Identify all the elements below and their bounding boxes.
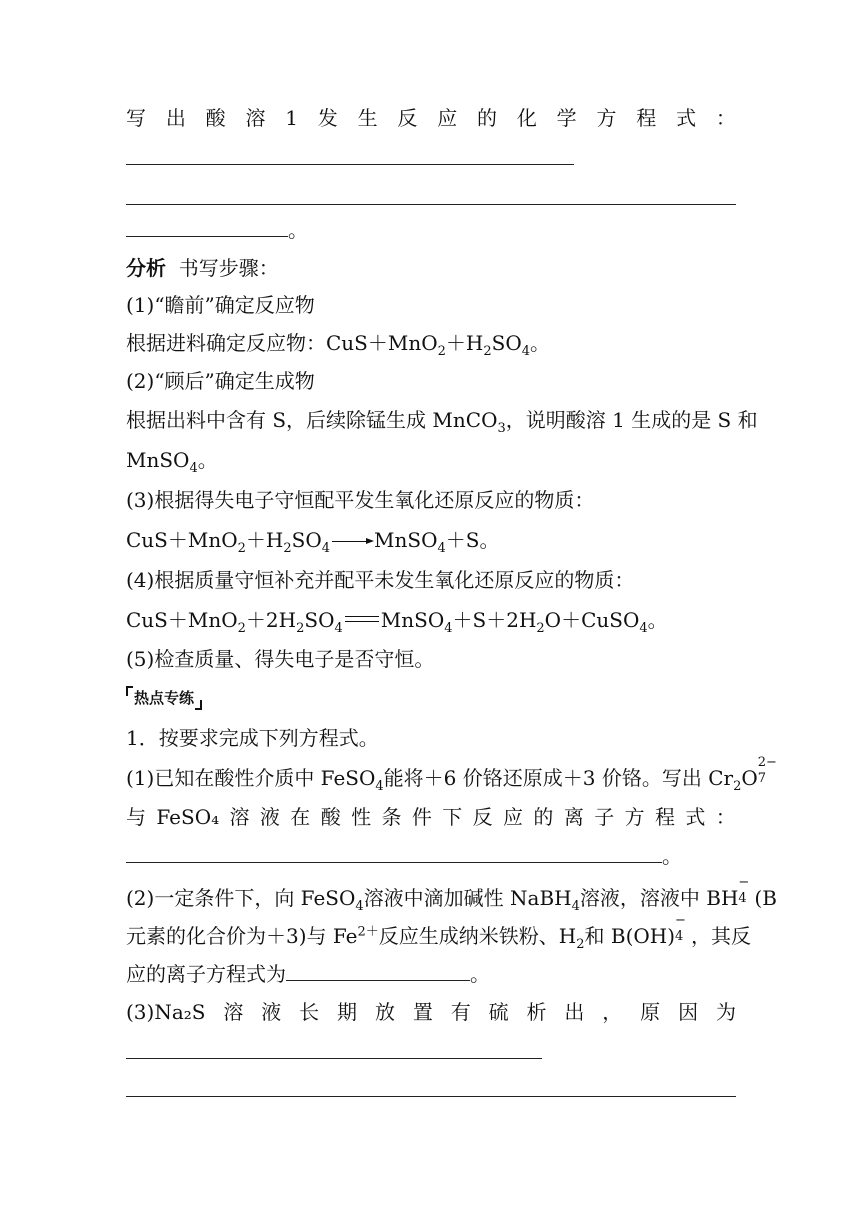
- p1-text-c: O: [741, 766, 758, 790]
- equals-sign-icon: [345, 616, 379, 622]
- step-2-detail-1: [126, 402, 758, 438]
- justified-char: 反: [472, 805, 493, 829]
- step-1-detail-f: 。: [530, 331, 551, 355]
- justified-char: 溶: [229, 805, 250, 829]
- justified-char: 程: [654, 805, 675, 829]
- analysis-intro: 书写步骤：: [178, 256, 279, 280]
- justified-char: 应: [437, 106, 458, 130]
- justified-char: 与: [126, 805, 146, 829]
- eq-part: O＋CuSO: [544, 608, 640, 632]
- step-1-text: (1)“瞻前”确定反应物: [126, 293, 315, 317]
- sub: 2: [283, 541, 292, 556]
- eq-part: ＋S＋2H: [452, 608, 537, 632]
- eq-part: ＋2H: [245, 608, 297, 632]
- sub: 4: [375, 779, 384, 794]
- step-2-detail-2: [126, 442, 736, 478]
- step-4-text: (4)根据质量守恒补充并配平未发生氧化还原反应的物质：: [126, 568, 635, 592]
- step-3-text: (3)根据得失电子守恒配平发生氧化还原反应的物质：: [126, 488, 595, 512]
- justified-char: 离: [563, 805, 584, 829]
- p2-text: 和 B(OH): [584, 924, 676, 948]
- practice-p2-line1: [126, 875, 777, 916]
- sub: 3: [497, 421, 506, 436]
- justified-char: 在: [290, 805, 311, 829]
- justified-char: 件: [411, 805, 432, 829]
- superscript: −: [738, 875, 750, 890]
- ion-charge: [675, 913, 691, 944]
- justified-char: 硫: [488, 1000, 509, 1024]
- step-1-detail: [126, 325, 736, 361]
- eq-part: SO: [291, 528, 322, 552]
- justified-char: 生: [357, 106, 378, 130]
- eq-part: ＋H: [245, 528, 284, 552]
- subscript: 7: [757, 771, 767, 786]
- justified-char: 子: [594, 805, 615, 829]
- ion-charge: [757, 755, 777, 786]
- superscript: −: [675, 913, 686, 928]
- justified-char: ：: [715, 106, 736, 130]
- step-5-text: (5)检查质量、得失电子是否守恒。: [126, 647, 435, 671]
- sub: 2: [437, 344, 446, 359]
- subscript: 4: [675, 929, 684, 944]
- superscript: 2＋: [357, 924, 379, 940]
- practice-p2-line3: [126, 956, 736, 992]
- justified-char: 发: [317, 106, 338, 130]
- sub: 2: [483, 344, 492, 359]
- justified-char: 下: [442, 805, 463, 829]
- justified-char: 的: [533, 805, 554, 829]
- justified-char: 反: [397, 106, 418, 130]
- eq-part: SO: [304, 608, 335, 632]
- justified-char: 式: [676, 106, 697, 130]
- end-mark: 。: [288, 218, 308, 242]
- sub: 2: [237, 541, 246, 556]
- analysis-label: 分析: [126, 256, 166, 280]
- answer-blank-3-line: [126, 212, 736, 248]
- step-1-detail-b: ＋H: [445, 331, 484, 355]
- equation-4: [126, 602, 736, 638]
- sub: 2: [576, 937, 585, 952]
- section-tag: 热点专练: [126, 686, 202, 710]
- answer-blank-2: [126, 204, 736, 205]
- justified-char: 放: [374, 1000, 395, 1024]
- p1-text-a: (1)已知在酸性介质中 FeSO: [126, 766, 376, 790]
- justified-char: 出: [564, 1000, 585, 1024]
- sub: 4: [571, 899, 580, 914]
- justified-char: 方: [624, 805, 645, 829]
- answer-blank-1: [126, 164, 574, 165]
- justified-char: 式: [685, 805, 706, 829]
- justified-char: 置: [412, 1000, 433, 1024]
- equation-3: [126, 522, 736, 558]
- eq-part: CuS＋MnO: [126, 608, 238, 632]
- justified-char: 方: [596, 106, 617, 130]
- justified-char: 酸: [205, 106, 226, 130]
- p1-text-b: 能将＋6 价铬还原成＋3 价铬。写出 Cr: [383, 766, 734, 790]
- justified-char: ：: [715, 805, 736, 829]
- sub: 4: [437, 541, 446, 556]
- justified-char: 写: [126, 106, 146, 130]
- p2-text: ，其反: [691, 924, 752, 948]
- answer-blank-3: [126, 214, 288, 237]
- justified-char: 性: [351, 805, 372, 829]
- justified-char: 液: [261, 1000, 282, 1024]
- p2-text: 元素的化合价为＋3)与 Fe: [126, 924, 358, 948]
- eq-part: ＋S。: [445, 528, 500, 552]
- step-2-text: (2)“顾后”确定生成物: [126, 369, 315, 393]
- justified-char: 为: [715, 1000, 736, 1024]
- mnso-text: MnSO: [126, 448, 190, 472]
- justified-char: (3)Na₂S: [126, 1000, 206, 1024]
- justified-char: 溶: [223, 1000, 244, 1024]
- p2-text: 反应生成纳米铁粉、H: [378, 924, 577, 948]
- practice-q1-text: 1．按要求完成下列方程式。: [126, 726, 379, 750]
- justified-char: 学: [556, 106, 577, 130]
- sub: 4: [355, 899, 364, 914]
- period: 。: [197, 448, 218, 472]
- practice-p1-line1: [126, 755, 777, 796]
- step-1-detail-a: 根据进料确定反应物：CuS＋MnO: [126, 331, 438, 355]
- answer-blank-p2: [286, 958, 470, 981]
- sub: 4: [321, 541, 331, 556]
- p2-text: 应的离子方程式为: [126, 962, 286, 986]
- justified-char: 原: [640, 1000, 661, 1024]
- practice-p1-line2: [126, 799, 736, 835]
- answer-blank-p1: [126, 840, 662, 863]
- step-3: [126, 482, 736, 518]
- answer-blank-p3-1: [126, 1058, 542, 1059]
- eq-part: MnSO: [380, 608, 445, 632]
- eq-part: CuS＋MnO: [126, 528, 238, 552]
- justified-char: 化: [516, 106, 537, 130]
- practice-p2-line2: [126, 913, 752, 954]
- step-2: [126, 363, 736, 399]
- justified-char: 长: [299, 1000, 320, 1024]
- p2-text: (B: [754, 886, 777, 910]
- practice-p3-line1: [126, 994, 736, 1030]
- analysis-heading: [126, 250, 736, 286]
- justified-char: FeSO₄: [156, 805, 220, 829]
- justified-char: 条: [381, 805, 402, 829]
- answer-blank-p3-2: [126, 1096, 736, 1097]
- superscript: 2−: [757, 755, 777, 770]
- p2-text: 溶液中滴加碱性 NaBH: [363, 886, 572, 910]
- p2-text: 溶液，溶液中 BH: [579, 886, 739, 910]
- step-1-detail-d: SO: [491, 331, 522, 355]
- step-2-detail-a: 根据出料中含有 S，后续除锰生成 MnCO: [126, 408, 498, 432]
- justified-char: 析: [526, 1000, 547, 1024]
- period: 。: [470, 962, 490, 986]
- sub: 2: [733, 779, 742, 794]
- sub: 2: [237, 621, 246, 636]
- justified-char: 酸: [320, 805, 341, 829]
- sub: 4: [189, 461, 198, 476]
- period: 。: [662, 844, 682, 868]
- sub: 4: [639, 621, 648, 636]
- sub: 4: [521, 344, 531, 359]
- question-line-1: [126, 100, 736, 136]
- practice-p1-blank: [126, 838, 736, 874]
- justified-char: ，: [602, 1000, 623, 1024]
- justified-char: 有: [450, 1000, 471, 1024]
- sub: 4: [444, 621, 453, 636]
- justified-char: 1: [285, 106, 298, 130]
- sub: 2: [296, 621, 305, 636]
- justified-char: 的: [477, 106, 498, 130]
- step-2-detail-b: ，说明酸溶 1 生成的是 S 和: [505, 408, 758, 432]
- justified-char: 因: [678, 1000, 699, 1024]
- step-5: [126, 641, 736, 677]
- p2-text: (2)一定条件下，向 FeSO: [126, 886, 356, 910]
- justified-char: 液: [259, 805, 280, 829]
- justified-char: 程: [636, 106, 657, 130]
- ion-charge: [738, 875, 754, 906]
- justified-char: 出: [165, 106, 186, 130]
- sub: 2: [536, 621, 545, 636]
- subscript: 4: [738, 891, 747, 906]
- justified-char: 溶: [245, 106, 266, 130]
- eq-part: 。: [647, 608, 668, 632]
- practice-q1: [126, 720, 736, 756]
- sub: 4: [334, 621, 343, 636]
- reaction-arrow-icon: [332, 541, 372, 542]
- justified-char: 应: [503, 805, 524, 829]
- justified-char: 期: [337, 1000, 358, 1024]
- step-1: [126, 287, 736, 323]
- step-4: [126, 562, 736, 598]
- eq-part: MnSO: [374, 528, 438, 552]
